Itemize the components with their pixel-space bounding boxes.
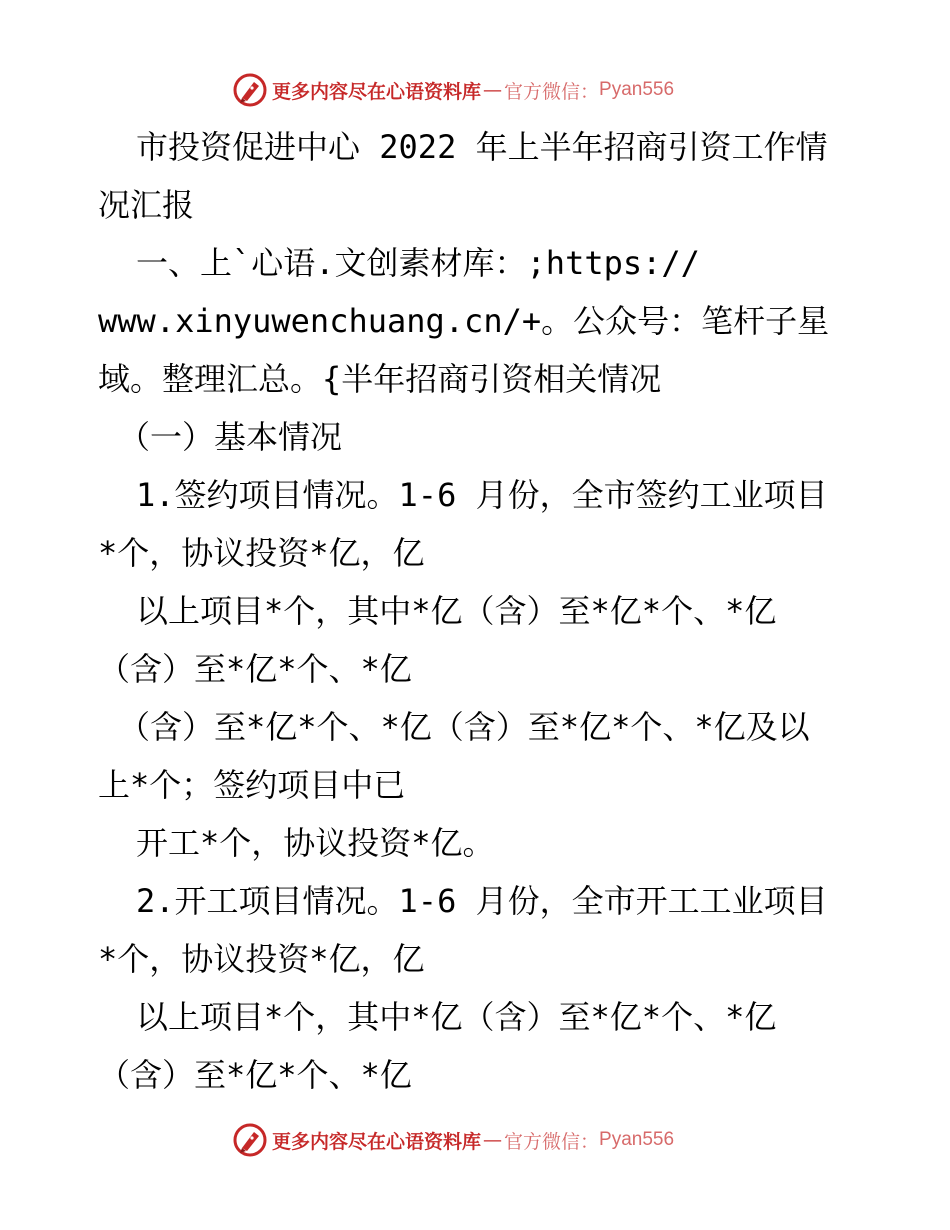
doc-section-heading: （一）基本情况 <box>118 418 343 456</box>
pen-nib-logo-icon <box>232 1122 268 1158</box>
doc-line: 2.开工项目情况。1-6 月份，全市开工工业项目 <box>136 882 828 920</box>
doc-line: *个，协议投资*亿，亿 <box>98 534 425 572</box>
doc-line: 以上项目*个，其中*亿（含）至*亿*个、*亿 <box>136 592 777 630</box>
footer-banner <box>232 1120 674 1160</box>
doc-title-line-1: 市投资促进中心 2022 年上半年招商引资工作情 <box>136 128 828 166</box>
banner-main-text: 更多内容尽在心语资料库 <box>272 1130 482 1153</box>
doc-line: （含）至*亿*个、*亿 <box>98 650 412 688</box>
doc-line: 一、上`心语.文创素材库：;https:// <box>136 244 700 282</box>
banner-separator: — <box>483 1129 503 1151</box>
header-banner <box>232 70 674 110</box>
doc-line: 域。整理汇总。{半年招商引资相关情况 <box>98 360 662 398</box>
banner-wechat-id: Pyan556 <box>599 1129 675 1150</box>
banner-wechat-label: 官方微信： <box>504 1130 600 1153</box>
banner-wechat-label: 官方微信： <box>504 80 600 103</box>
doc-title-line-2: 况汇报 <box>98 186 195 224</box>
doc-line: 上*个；签约项目中已 <box>98 766 406 804</box>
banner-wechat-id: Pyan556 <box>599 79 675 100</box>
doc-line: 开工*个，协议投资*亿。 <box>136 824 495 862</box>
doc-line: （含）至*亿*个、*亿（含）至*亿*个、*亿及以 <box>118 708 810 746</box>
doc-line: www.xinyuwenchuang.cn/+。公众号：笔杆子星 <box>98 302 830 340</box>
doc-line: （含）至*亿*个、*亿 <box>98 1056 412 1094</box>
doc-line: 以上项目*个，其中*亿（含）至*亿*个、*亿 <box>136 998 777 1036</box>
doc-line: *个，协议投资*亿，亿 <box>98 940 425 978</box>
banner-main-text: 更多内容尽在心语资料库 <box>272 80 482 103</box>
banner-separator: — <box>483 79 503 101</box>
pen-nib-logo-icon <box>232 72 268 108</box>
doc-line: 1.签约项目情况。1-6 月份，全市签约工业项目 <box>136 476 828 514</box>
